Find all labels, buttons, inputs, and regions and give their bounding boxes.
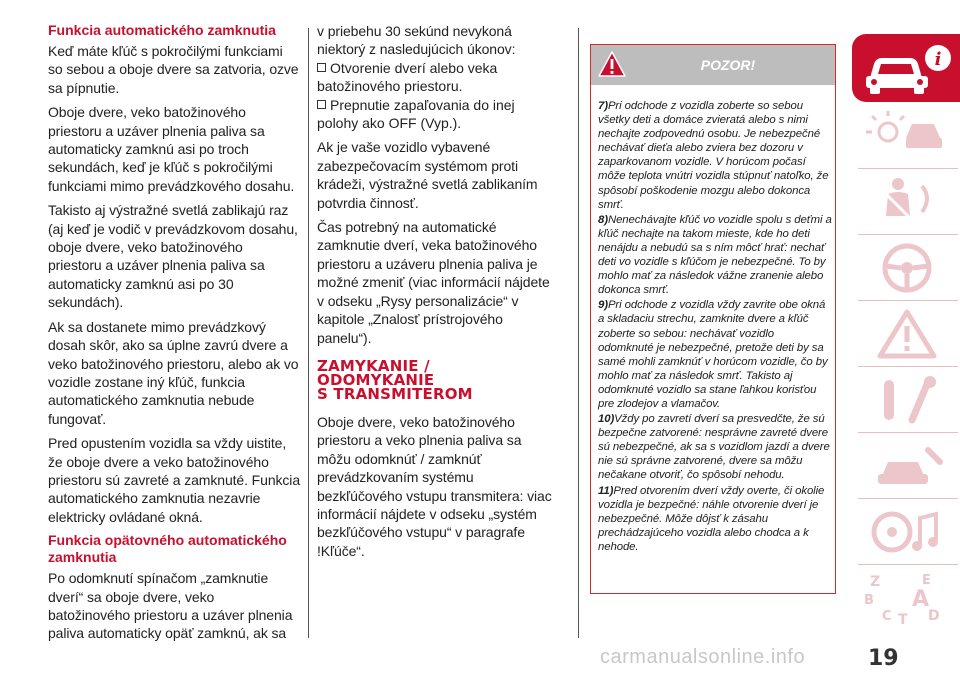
warning-box xyxy=(590,44,836,594)
warning-item: 8)Nenechávajte kľúč vo vozidle spolu s deťmi a kľúč nechajte na takom mieste, kde ho deti nenájdu a nebudú sa s ním môcť hrať: nechať deti vo vozidle s kľúčom je nebezpečné. To by mohlo mať za následok vážne zranenie alebo dokonca smrť. xyxy=(598,213,832,297)
tab-lights[interactable] xyxy=(862,110,952,162)
car-info-icon xyxy=(852,34,960,102)
tab-multimedia[interactable] xyxy=(862,506,952,558)
checkbox-bullet-icon xyxy=(317,100,326,109)
warning-triangle-tab-icon xyxy=(862,308,952,360)
warning-item: 9)Pri odchode z vozidla vždy zavrite obe okná a skladaciu strechu, zamknite dvere a kľúč zoberte so sebou: nechávať vozidlo odomknuté je nebezpečné, pretože deti by sa samé mohli zamknúť v horúcom vozidle, čo by mohlo mať za následok smrť. Takisto aj odomknuté vozidlo sa stane ľahkou korisťou pre zlodejov a vlamačov. xyxy=(598,299,828,410)
dashboard-lights-icon xyxy=(862,110,952,162)
tools-icon xyxy=(862,374,952,426)
paragraph: Oboje dvere, veko batožinového priestoru a veko plnenia paliva sa môžu odomknúť / zamknúť prevádzkovaním systému bezkľúčového vstupu transmitera: viac informácií nájdete v odseku „systém bezkľúčového vstupu“ v paragrafe !Kľúče“. xyxy=(317,413,552,559)
warning-item: 11)Pred otvorením dverí vždy overte, či okolie vozidla je bezpečné: náhle otvorenie dverí je nebezpečné. Môže dôjsť k zásahu prechádzajúceho vozidla alebo chodca a k nehode. xyxy=(598,484,825,553)
tab-warning-lights[interactable] xyxy=(862,308,952,360)
svg-text:i: i xyxy=(934,49,942,70)
warning-title: POZOR! xyxy=(700,57,756,73)
wrench-car-icon xyxy=(862,440,952,492)
multimedia-icon xyxy=(862,506,952,558)
paragraph: Keď máte kľúč s pokročilými funkciami so sebou a oboje dvere sa zatvoria, ozve sa pípnutie. xyxy=(48,43,299,96)
paragraph: Oboje dvere, veko batožinového priestoru a uzáver plnenia paliva sa automaticky zamknú asi po troch sekundách, keď je kľúč s pokročilými funkciami mimo prevádzkového dosahu. xyxy=(48,104,295,194)
paragraph: Po odomknutí spínačom „zamknutie dverí“ sa oboje dvere, veko batožinového priestoru a uzáver plnenia paliva automaticky opäť zamknú, ak sa xyxy=(48,570,293,642)
steering-wheel-icon xyxy=(862,242,952,294)
tab-divider xyxy=(858,564,958,565)
paragraph: Ak je vaše vozidlo vybavené zabezpečovacím systémom proti krádeži, výstražné svetlá zablikaním potvrdia činnosť. xyxy=(317,139,538,211)
tab-divider xyxy=(858,300,958,301)
paragraph: Pred opustením vozidla sa vždy uistite, že oboje dvere a veko batožinového priestoru sú zavreté a zamknuté. Funkcia automatického zamknutia nezavrie elektricky ovládané okná. xyxy=(48,435,301,525)
bullet-item: Otvorenie dverí alebo veka batožinového priestoru. xyxy=(317,59,498,95)
tab-starting-driving[interactable] xyxy=(862,242,952,294)
tab-divider xyxy=(858,168,958,169)
alphabet-index-icon xyxy=(862,570,952,628)
heading-auto-relock: Funkcia opätovného automatického zamknutia xyxy=(48,532,287,566)
tab-divider xyxy=(858,432,958,433)
svg-text:D: D xyxy=(928,608,940,624)
paragraph: Ak sa dostanete mimo prevádzkový dosah skôr, ako sa úplne zavrú dvere a veko batožinového priestoru, alebo ak vo vozidle zostane iný kľúč, funkcia automatického zamknutia nebude fungovať. xyxy=(48,318,299,427)
column-divider xyxy=(308,28,309,638)
warning-body xyxy=(598,99,832,555)
section-heading: ZAMYKANIE / ODOMYKANIE S TRANSMITEROM xyxy=(317,356,473,403)
tab-knowing-your-car[interactable] xyxy=(852,34,960,102)
svg-text:A: A xyxy=(912,587,930,612)
checkbox-bullet-icon xyxy=(317,63,326,72)
seatbelt-icon xyxy=(862,176,952,228)
warning-item: 10)Vždy po zavretí dverí sa presvedčte, že sú bezpečne zatvorené: nesprávne zavreté dvere sú nebezpečné, ak sa s vozidlom jazdí a dvere nie sú správne zatvorené, dvere sa môžu nečakane otvoriť, čo spôsobí nehodu. xyxy=(598,413,830,482)
bullet-item: Prepnutie zapaľovania do inej polohy ako OFF (Vyp.). xyxy=(317,96,515,132)
page-number: 19 xyxy=(868,646,899,671)
tab-maintenance[interactable] xyxy=(862,440,952,492)
paragraph: Takisto aj výstražné svetlá zablikajú raz (aj keď je vodič v prevádzkovom dosahu, oboje dvere, veko batožinového priestoru a uzáver plnenia paliva sa automaticky zamknú asi po 30 sekundách). xyxy=(48,202,298,311)
tab-emergency[interactable] xyxy=(862,374,952,426)
watermark: carmanualsonline.info xyxy=(600,646,806,668)
paragraph: Čas potrebný na automatické zamknutie dverí, veka batožinového priestoru a uzáveru plnenia paliva je možné zmeniť (viac informácií nájdete v odseku „Rysy personalizácie“ v kapitole „Znalosť prístrojového panelu“). xyxy=(317,219,550,346)
warning-header xyxy=(591,45,835,85)
tab-divider xyxy=(858,498,958,499)
svg-text:B: B xyxy=(864,593,874,608)
tab-index[interactable] xyxy=(862,570,952,628)
column-divider xyxy=(578,28,579,638)
svg-text:Z: Z xyxy=(870,574,881,590)
svg-text:C: C xyxy=(882,609,892,624)
paragraph: v priebehu 30 sekúnd nevykoná niektorý z nasledujúcich úkonov: xyxy=(317,23,516,58)
column-left xyxy=(48,22,300,649)
tab-divider xyxy=(858,234,958,235)
tab-safety[interactable] xyxy=(862,176,952,228)
warning-item: 7)Pri odchode z vozidla zoberte so sebou všetky deti a domáce zvieratá alebo s nimi nechajte zodpovednú osobu. Je nebezpečné nechávať dieťa alebo zviera bez dozoru v zaparkovanom vozidle. V horúcom počasí môže teplota vnútri vozidla stúpnuť natoľko, že spôsobí poškodenie mozgu alebo dokonca smrť. xyxy=(598,100,829,211)
tab-divider xyxy=(858,366,958,367)
heading-auto-lock: Funkcia automatického zamknutia xyxy=(48,22,276,38)
svg-text:T: T xyxy=(898,612,908,628)
svg-text:E: E xyxy=(922,573,931,588)
column-middle xyxy=(317,22,559,566)
